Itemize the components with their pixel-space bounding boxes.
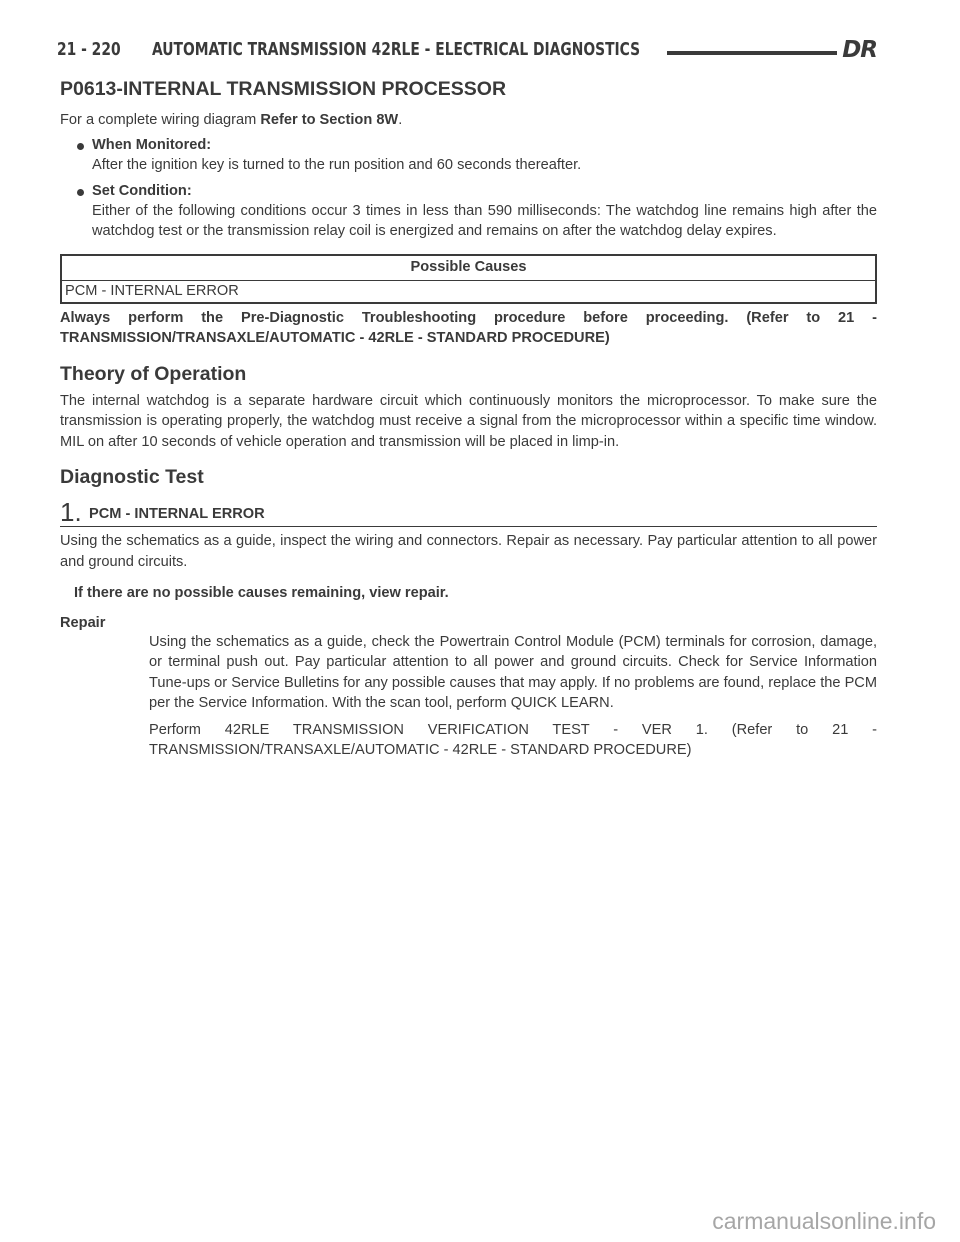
table-header: Possible Causes bbox=[61, 255, 876, 281]
brand-logo: DR bbox=[842, 37, 877, 63]
possible-causes-table bbox=[60, 254, 877, 304]
wiring-reference bbox=[60, 110, 877, 131]
condition-text: After the ignition key is turned to the run position and 60 seconds thereafter. bbox=[92, 156, 582, 173]
table-cell: PCM - INTERNAL ERROR bbox=[61, 280, 876, 303]
step-number: 1. bbox=[60, 497, 82, 527]
repair-paragraph: Using the schematics as a guide, check the Powertrain Control Module (PCM) terminals for corrosion, damage, or terminal push out. Pay particular attention to all power and ground circuits. Check for Service Information Tune-ups or Service Bulletins for any possible causes that may apply. If no problems are found, replace the PCM per the Service Information. With the scan tool, perform QUICK LEARN. bbox=[149, 633, 877, 711]
pre-diagnostic-note: Always perform the Pre-Diagnostic Troubleshooting procedure before proceeding. (Refer to 21 - TRANSMISSION/TRANSAXLE/AUTOMATIC - 42RLE - STANDARD PROCEDURE) bbox=[60, 309, 877, 346]
theory-text: The internal watchdog is a separate hardware circuit which continuously monitors the microprocessor. To make sure the transmission is operating properly, the watchdog must receive a signal from the microprocessor within a specific time window. MIL on after 10 seconds of vehicle operation and transmission will be placed in limp-in. bbox=[60, 392, 877, 450]
condition-item bbox=[60, 136, 877, 175]
header-rule bbox=[667, 51, 837, 55]
repair-paragraph: Perform 42RLE TRANSMISSION VERIFICATION TEST - VER 1. (Refer to 21 - TRANSMISSION/TRANSAXLE/AUTOMATIC - 42RLE - STANDARD PROCEDURE) bbox=[149, 721, 877, 758]
diagnostic-heading: Diagnostic Test bbox=[60, 466, 204, 488]
dtc-title: P0613-INTERNAL TRANSMISSION PROCESSOR bbox=[60, 78, 507, 100]
table-row bbox=[61, 280, 876, 303]
repair-label: Repair bbox=[60, 614, 106, 631]
conditions-list bbox=[60, 136, 877, 241]
wiring-prefix: For a complete wiring diagram bbox=[60, 112, 257, 128]
step-heading bbox=[60, 497, 877, 527]
condition-label: Set Condition: bbox=[92, 182, 192, 199]
manual-page bbox=[57, 37, 877, 761]
bullet-icon bbox=[77, 143, 84, 150]
condition-label: When Monitored: bbox=[92, 136, 212, 153]
page-number: 21 - 220 bbox=[57, 40, 121, 60]
condition-item bbox=[60, 182, 877, 241]
watermark: carmanualsonline.info bbox=[712, 1208, 936, 1234]
bullet-icon bbox=[77, 189, 84, 196]
step-title: PCM - INTERNAL ERROR bbox=[89, 506, 265, 522]
running-header bbox=[57, 37, 877, 68]
wiring-link[interactable]: Refer to Section 8W bbox=[260, 112, 399, 128]
section-title: AUTOMATIC TRANSMISSION 42RLE - ELECTRICAL DIAGNOSTICS bbox=[152, 40, 641, 60]
wiring-suffix: . bbox=[398, 112, 403, 128]
condition-text: Either of the following conditions occur 3 times in less than 590 milliseconds: The watchdog line remains high after the watchdog test or the transmission relay coil is energized and remains on after the watchdog delay expires. bbox=[92, 202, 877, 239]
theory-heading: Theory of Operation bbox=[60, 362, 247, 385]
step-body: Using the schematics as a guide, inspect the wiring and connectors. Repair as necessary. Pay particular attention to all power and ground circuits. bbox=[60, 533, 877, 570]
step-result: If there are no possible causes remaining, view repair. bbox=[74, 585, 449, 601]
repair-body bbox=[149, 632, 877, 761]
